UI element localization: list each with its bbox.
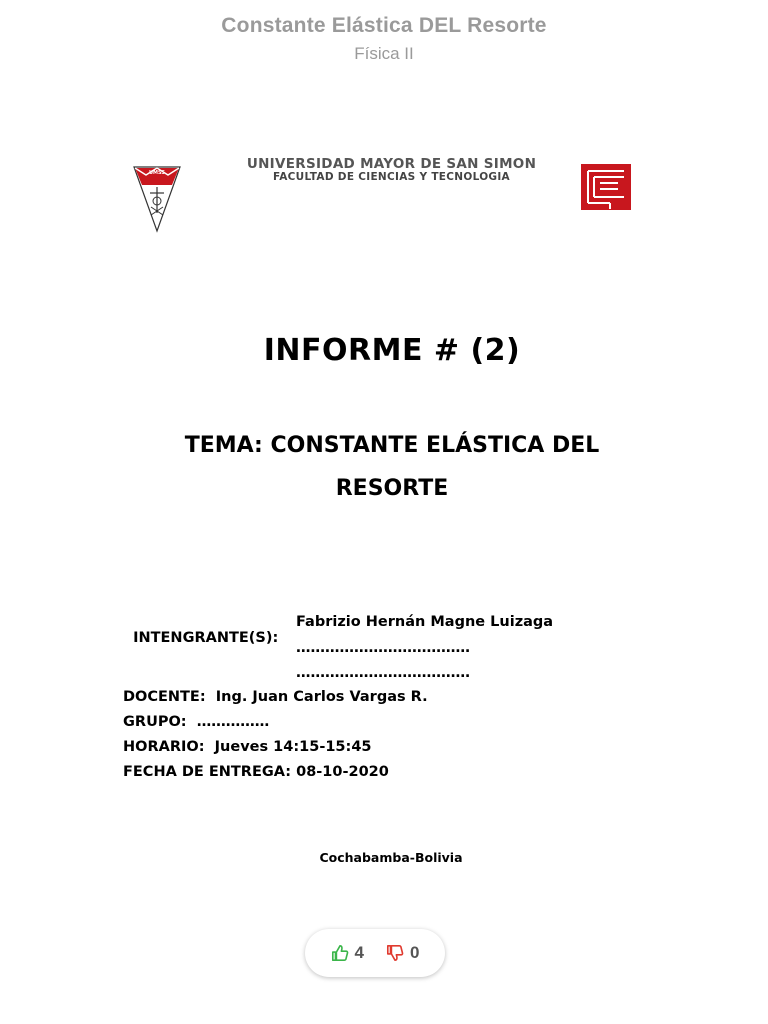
member-placeholder: ……………………………… (296, 665, 470, 681)
fecha-label: FECHA DE ENTREGA: (123, 764, 292, 780)
downvote-button[interactable] (386, 943, 419, 963)
umss-shield-logo (132, 163, 182, 233)
fcyt-logo (580, 163, 632, 211)
members-row (123, 614, 278, 646)
horario-row (123, 739, 372, 755)
document-subtitle: Física II (354, 44, 414, 63)
city-label: Cochabamba-Bolivia (319, 850, 463, 865)
grupo-value: …………… (196, 714, 270, 730)
fecha-value: 08-10-2020 (296, 764, 389, 780)
fecha-row (123, 764, 389, 780)
upvote-count: 4 (354, 943, 364, 962)
horario-value: Jueves 14:15-15:45 (214, 739, 372, 755)
report-topic (150, 424, 634, 510)
faculty-name: FACULTAD DE CIENCIAS Y TECNOLOGIA (272, 171, 510, 183)
docente-row (123, 689, 428, 705)
member-placeholder: ……………………………… (296, 640, 470, 656)
docente-label: DOCENTE: (123, 689, 206, 705)
university-name: UNIVERSIDAD MAYOR DE SAN SIMON (246, 156, 537, 172)
upvote-button[interactable] (331, 943, 364, 963)
shield-text: UMSS (148, 170, 166, 176)
topic-line-2: RESORTE (335, 476, 449, 501)
vote-bar (305, 929, 445, 977)
member-name: Fabrizio Hernán Magne Luizaga (296, 614, 554, 630)
grupo-row (123, 714, 269, 730)
members-label: INTENGRANTE(S): (133, 630, 279, 646)
report-title: INFORME # (2) (263, 333, 521, 368)
thumbs-down-icon (386, 944, 404, 962)
downvote-count: 0 (410, 943, 420, 962)
document-title: Constante Elástica DEL Resorte (221, 14, 547, 37)
thumbs-up-icon (331, 944, 349, 962)
horario-label: HORARIO: (123, 739, 205, 755)
docente-value: Ing. Juan Carlos Vargas R. (215, 689, 428, 705)
topic-line-1: TEMA: CONSTANTE ELÁSTICA DEL (184, 433, 600, 458)
grupo-label: GRUPO: (123, 714, 187, 730)
